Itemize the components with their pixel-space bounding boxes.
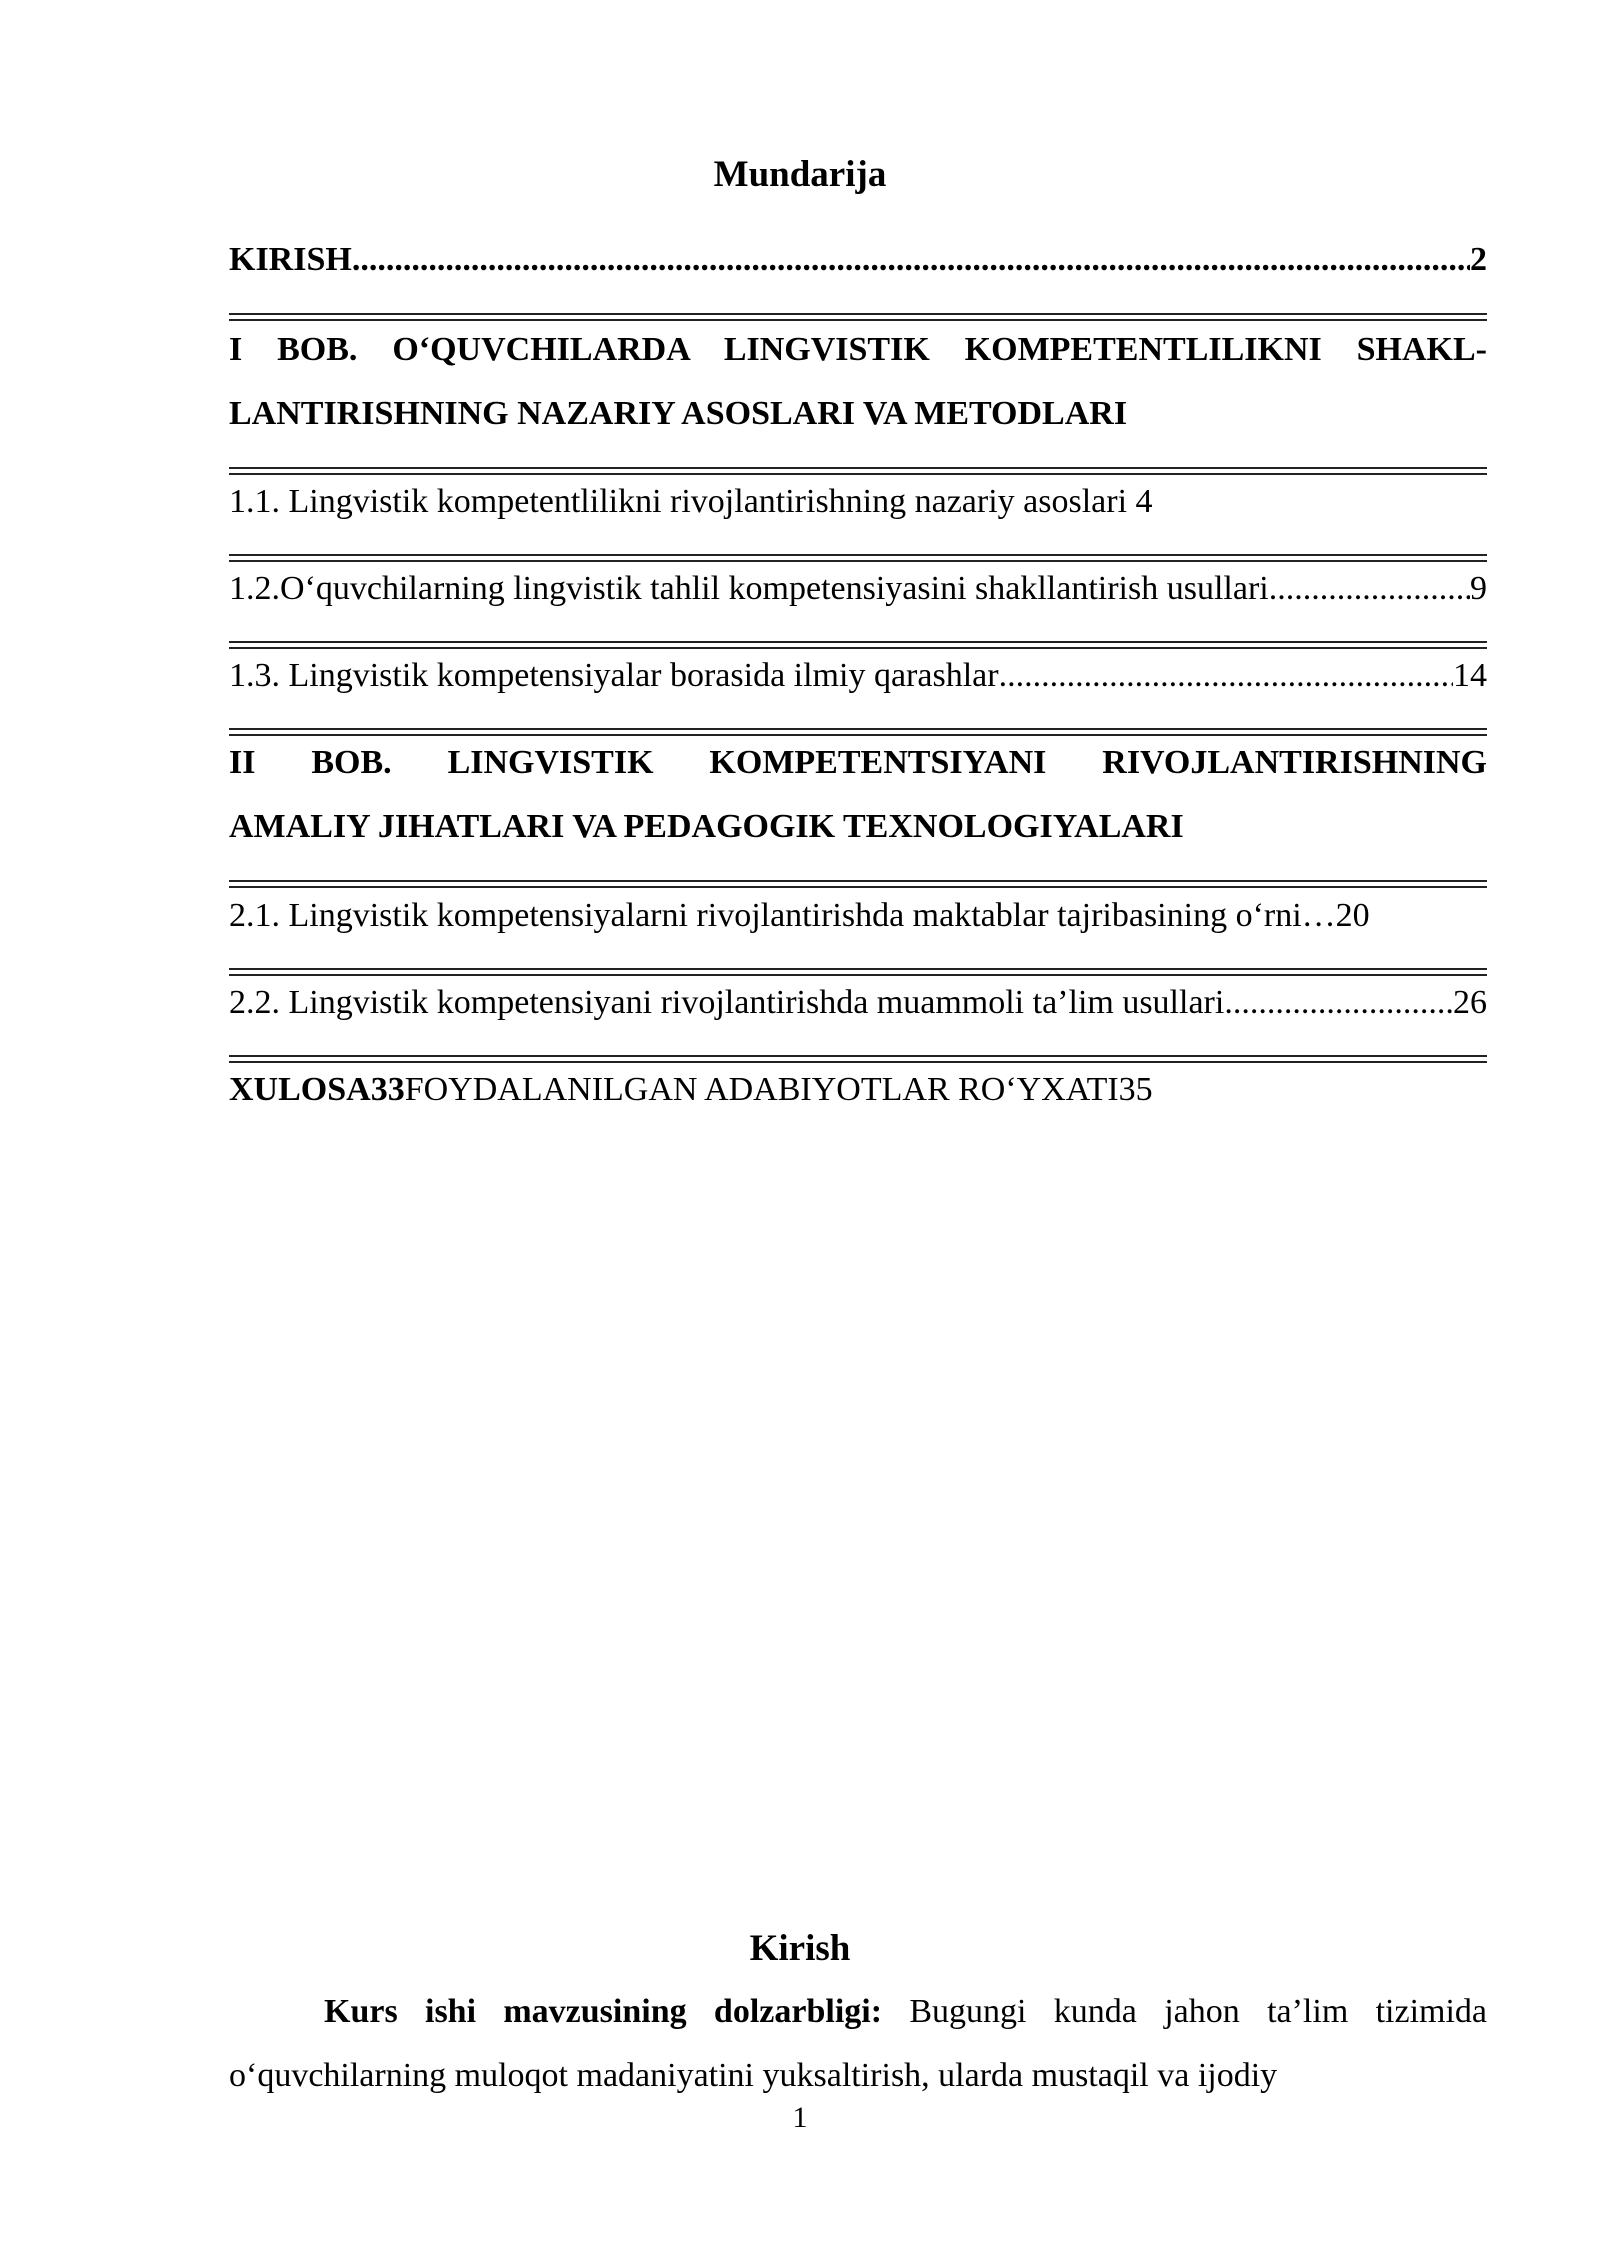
toc-leader-dots xyxy=(1224,971,1453,1035)
toc-entry-1-1[interactable]: 1.1. Lingvistik kompetentlilikni rivojlantirishning nazariy asoslari 4 xyxy=(229,483,1153,520)
intro-text: Bugungi kunda jahon ta’lim tizimida o‘quvchilarning muloqot madaniyatini yuksaltirish, ularda mustaqil va ijodiy xyxy=(229,1993,1487,2094)
toc-entry-text: KIRISH xyxy=(229,241,352,278)
toc-entry-2-1[interactable]: 2.1. Lingvistik kompetensiyalarni rivojlantirishda maktablar tajribasining o‘rni…20 xyxy=(229,897,1370,934)
intro-title: Kirish xyxy=(749,1928,851,1969)
toc-entry-bibliography: FOYDALANILGAN ADABIYOTLAR RO‘YXATI35 xyxy=(404,1071,1153,1108)
toc-chapter-2-line-2[interactable]: AMALIY JIHATLARI VA PEDAGOGIK TEXNOLOGIYALARI xyxy=(229,808,1184,845)
toc-chapter-1-line-1[interactable]: I BOB. O‘QUVCHILARDA LINGVISTIK KOMPETENTLILIKNI SHAKL- xyxy=(229,331,1487,368)
toc-entry-1-2[interactable] xyxy=(229,557,1487,621)
toc-page-number: 9 xyxy=(1470,570,1487,607)
toc-entry-text: O‘quvchilarning lingvistik tahlil kompetensiyasini shakllantirish usullari xyxy=(280,570,1269,607)
toc-entry-text: 2.2. Lingvistik kompetensiyani rivojlantirishda muammoli ta’lim usullari xyxy=(229,984,1225,1021)
toc-leader-dots xyxy=(1269,557,1470,621)
toc-entry-number: 1.2. xyxy=(229,570,280,607)
toc-entry-2-2[interactable] xyxy=(229,971,1487,1035)
toc-entry-1-3[interactable] xyxy=(229,644,1487,708)
intro-paragraph xyxy=(229,1980,1487,2108)
toc-chapter-2-line-1[interactable]: II BOB. LINGVISTIK KOMPETENTSIYANI RIVOJLANTIRISHNING xyxy=(229,744,1487,781)
toc-entry-final[interactable] xyxy=(229,1058,1487,1122)
intro-lead: Kurs ishi mavzusining dolzarbligi: xyxy=(324,1993,883,2030)
toc-page-number: 26 xyxy=(1453,984,1487,1021)
toc-entry-text: 1.3. Lingvistik kompetensiyalar borasida ilmiy qarashlar xyxy=(229,657,999,694)
page-number: 1 xyxy=(792,2101,808,2134)
toc-leader-dots xyxy=(352,228,1470,292)
toc-entry-kirish[interactable] xyxy=(229,228,1487,292)
toc-page-number: 2 xyxy=(1470,241,1487,278)
toc-title: Mundarija xyxy=(713,154,887,195)
toc-leader-dots xyxy=(999,644,1453,708)
toc-entry-xulosa: XULOSA33 xyxy=(229,1071,405,1108)
toc-page-number: 14 xyxy=(1453,657,1487,694)
toc-chapter-1-line-2[interactable]: LANTIRISHNING NAZARIY ASOSLARI VA METODLARI xyxy=(229,395,1128,432)
